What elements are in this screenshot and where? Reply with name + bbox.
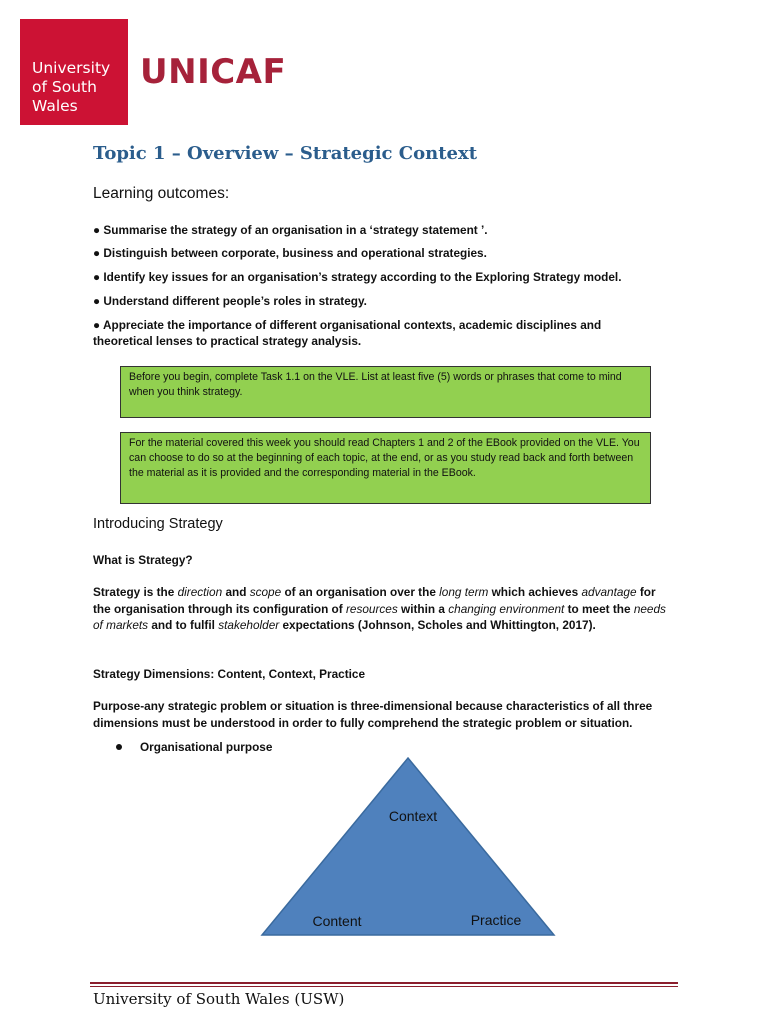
reading-note-box: For the material covered this week you should read Chapters 1 and 2 of the EBook provided on the VLE. You can choose to do so at the beginning of each topic, at the end, or as you study read back and forth between the material as it is provided and the corresponding material in the EBook. xyxy=(120,432,651,504)
dimensions-heading: Strategy Dimensions: Content, Context, Practice xyxy=(93,667,366,681)
triangle-shape xyxy=(262,758,554,935)
strategy-triangle-diagram xyxy=(258,754,558,938)
bullet-organisational-purpose: Organisational purpose xyxy=(140,740,273,754)
what-is-strategy-heading: What is Strategy? xyxy=(93,553,193,567)
triangle-label-context: Context xyxy=(388,808,438,824)
footer-divider xyxy=(90,982,678,984)
outcome-item-4: ● Understand different people’s roles in strategy. xyxy=(93,294,367,308)
footer-text: University of South Wales (USW) xyxy=(93,990,345,1008)
triangle-label-content: Content xyxy=(312,913,362,929)
usw-logo-line-3: Wales xyxy=(32,97,78,115)
outcome-item-3: ● Identify key issues for an organisation’s strategy according to the Exploring Strategy model. xyxy=(93,270,622,284)
task-note-box: Before you begin, complete Task 1.1 on the VLE. List at least five (5) words or phrases that come to mind when you think strategy. xyxy=(120,366,651,418)
usw-logo-line-2: of South xyxy=(32,78,97,96)
footer-divider-thin xyxy=(90,986,678,987)
strategy-definition: Strategy is the direction and scope of an organisation over the long term which achieves advantage for the organisation through its configuration of resources within a changing environment to meet the needs of markets and to fulfil stakeholder expectations (Johnson, Scholes and Whittington, 2017). xyxy=(93,585,666,632)
bullet-icon xyxy=(116,744,122,750)
triangle-label-practice: Practice xyxy=(470,912,522,928)
page-title: Topic 1 – Overview – Strategic Context xyxy=(93,143,478,164)
outcome-item-5: ● Appreciate the importance of different organisational contexts, academic disciplines and theoretical lenses to practical strategy analysis. xyxy=(93,318,602,348)
outcome-item-1: ● Summarise the strategy of an organisation in a ‘strategy statement ’. xyxy=(93,223,488,237)
purpose-paragraph: Purpose-any strategic problem or situation is three-dimensional because characteristics of all three dimensions must be understood in order to fully comprehend the strategic problem or situation. xyxy=(93,699,653,730)
outcome-item-2: ● Distinguish between corporate, business and operational strategies. xyxy=(93,246,487,260)
learning-outcomes-heading: Learning outcomes: xyxy=(93,185,230,202)
intro-heading: Introducing Strategy xyxy=(93,516,223,532)
usw-logo-line-1: University xyxy=(32,59,111,77)
usw-logo xyxy=(20,19,128,125)
unicaf-logo: UNICAF xyxy=(140,52,287,92)
